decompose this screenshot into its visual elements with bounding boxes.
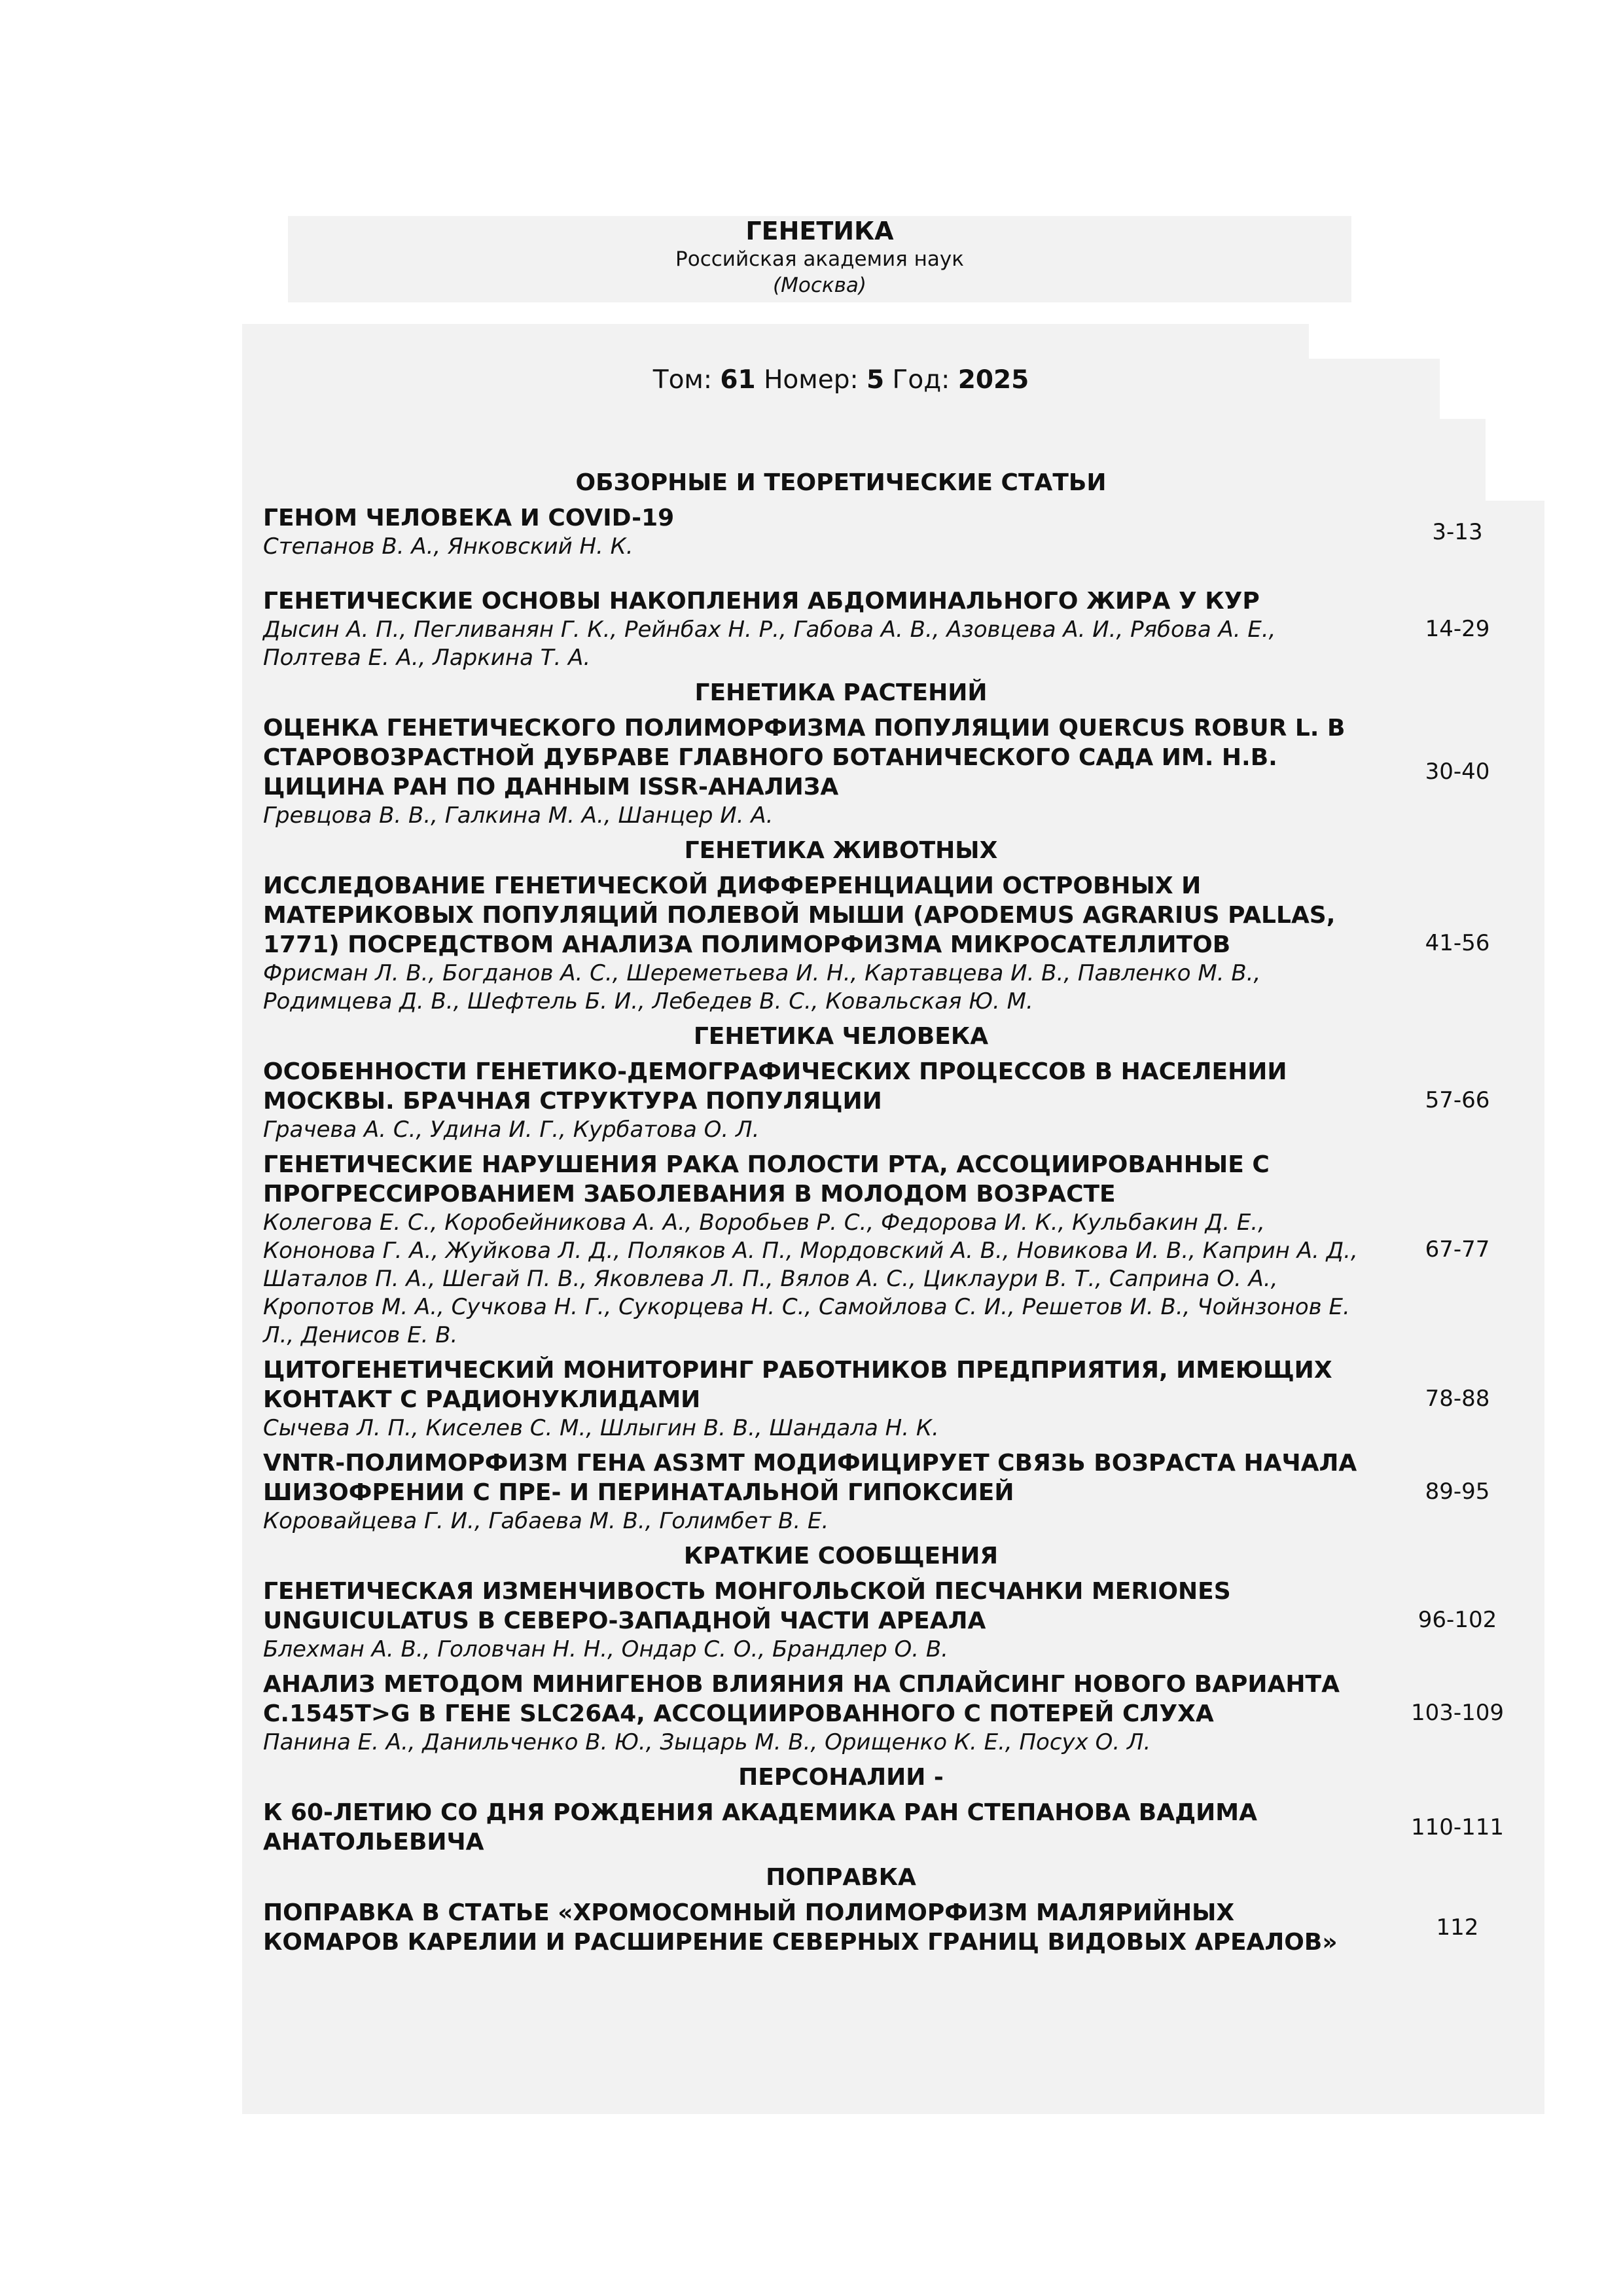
section-heading: ОБЗОРНЫЕ И ТЕОРЕТИЧЕСКИЕ СТАТЬИ: [575, 469, 1107, 496]
article-pages: 30-40: [1425, 758, 1490, 785]
article-title[interactable]: ГЕНОМ ЧЕЛОВЕКА И COVID-19: [263, 505, 675, 531]
article-title[interactable]: К 60-ЛЕТИЮ СО ДНЯ РОЖДЕНИЯ АКАДЕМИКА РАН СТЕПАНОВА ВАДИМА АНАТОЛЬЕВИЧА: [263, 1799, 1257, 1856]
article-title[interactable]: ГЕНЕТИЧЕСКИЕ ОСНОВЫ НАКОПЛЕНИЯ АБДОМИНАЛЬНОГО ЖИРА У КУР: [263, 588, 1260, 615]
article-body: [242, 1670, 1372, 1757]
article-body: [242, 1057, 1372, 1144]
article-authors: Коровайцева Г. И., Габаева М. В., Голимбет В. Е.: [263, 1508, 829, 1534]
volume-value: 61: [720, 365, 756, 395]
section-heading: ГЕНЕТИКА РАСТЕНИЙ: [694, 679, 988, 706]
article-title[interactable]: АНАЛИЗ МЕТОДОМ МИНИГЕНОВ ВЛИЯНИЯ НА СПЛАЙСИНГ НОВОГО ВАРИАНТА C.1545T>G В ГЕНЕ SLC26A4, АССОЦИИРОВАННОГО С ПОТЕРЕЙ СЛУХА: [263, 1671, 1340, 1727]
article-pages: 57-66: [1425, 1087, 1490, 1113]
article-pages: 78-88: [1425, 1386, 1490, 1412]
journal-publisher: Российская академия наук: [675, 247, 964, 271]
journal-title: ГЕНЕТИКА: [745, 217, 894, 245]
table-of-contents: [242, 468, 1544, 1963]
article-entry[interactable]: [242, 1898, 1544, 1957]
article-body: [242, 503, 1372, 561]
spacer: [242, 567, 1544, 586]
article-authors: Блехман А. В., Головчан Н. Н., Ондар С. О., Брандлер О. В.: [263, 1636, 948, 1662]
section-heading: ПЕРСОНАЛИИ -: [738, 1764, 944, 1791]
number-label: Номер:: [764, 365, 859, 395]
article-title[interactable]: VNTR-ПОЛИМОРФИЗМ ГЕНА AS3MT МОДИФИЦИРУЕТ СВЯЗЬ ВОЗРАСТА НАЧАЛА ШИЗОФРЕНИИ С ПРЕ- И ПЕРИНАТАЛЬНОЙ ГИПОКСИЕЙ: [263, 1450, 1357, 1506]
article-title[interactable]: ОСОБЕННОСТИ ГЕНЕТИКО-ДЕМОГРАФИЧЕСКИХ ПРОЦЕССОВ В НАСЕЛЕНИИ МОСКВЫ. БРАЧНАЯ СТРУКТУРА ПОПУЛЯЦИИ: [263, 1058, 1287, 1115]
article-authors: Сычева Л. П., Киселев С. М., Шлыгин В. В., Шандала Н. К.: [263, 1415, 939, 1441]
article-entry[interactable]: [242, 1057, 1544, 1144]
article-body: [242, 1355, 1372, 1443]
article-title[interactable]: ОЦЕНКА ГЕНЕТИЧЕСКОГО ПОЛИМОРФИЗМА ПОПУЛЯЦИИ QUERCUS ROBUR L. В СТАРОВОЗРАСТНОЙ ДУБРАВЕ ГЛАВНОГО БОТАНИЧЕСКОГО САДА ИМ. Н.В. ЦИЦИНА РАН ПО ДАННЫМ ISSR-АНАЛИЗА: [263, 715, 1346, 800]
article-entry[interactable]: [242, 1150, 1544, 1350]
issue-info: [242, 365, 1440, 396]
article-authors: Панина Е. А., Данильченко В. Ю., Зыцарь М. В., Орищенко К. Е., Посух О. Л.: [263, 1729, 1151, 1755]
article-entry[interactable]: [242, 713, 1544, 830]
article-entry[interactable]: [242, 1577, 1544, 1664]
article-body: [242, 1150, 1372, 1350]
year-label: Год:: [892, 365, 950, 395]
article-title[interactable]: ИССЛЕДОВАНИЕ ГЕНЕТИЧЕСКОЙ ДИФФЕРЕНЦИАЦИИ ОСТРОВНЫХ И МАТЕРИКОВЫХ ПОПУЛЯЦИЙ ПОЛЕВОЙ МЫШИ (APODEMUS AGRARIUS PALLAS, 1771) ПОСРЕДСТВОМ АНАЛИЗА ПОЛИМОРФИЗМА МИКРОСАТЕЛЛИТОВ: [263, 872, 1336, 958]
article-body: [242, 1798, 1372, 1857]
article-entry[interactable]: [242, 1798, 1544, 1857]
article-body: [242, 713, 1372, 830]
article-body: [242, 1577, 1372, 1664]
article-title[interactable]: ГЕНЕТИЧЕСКИЕ НАРУШЕНИЯ РАКА ПОЛОСТИ РТА, АССОЦИИРОВАННЫЕ С ПРОГРЕССИРОВАНИЕМ ЗАБОЛЕВАНИЯ В МОЛОДОМ ВОЗРАСТЕ: [263, 1151, 1270, 1208]
section-heading: ГЕНЕТИКА ЖИВОТНЫХ: [684, 837, 998, 864]
section-heading: КРАТКИЕ СООБЩЕНИЯ: [683, 1543, 999, 1570]
article-body: [242, 586, 1372, 672]
article-authors: Дысин А. П., Пегливанян Г. К., Рейнбах Н. Р., Габова А. В., Азовцева А. И., Рябова А. Е., Полтева Е. А., Ларкина Т. А.: [263, 617, 1276, 671]
article-pages: 67-77: [1425, 1236, 1490, 1263]
article-title[interactable]: ПОПРАВКА В СТАТЬЕ «ХРОМОСОМНЫЙ ПОЛИМОРФИЗМ МАЛЯРИЙНЫХ КОМАРОВ КАРЕЛИИ И РАСШИРЕНИЕ СЕВЕРНЫХ ГРАНИЦ ВИДОВЫХ АРЕАЛОВ»: [263, 1899, 1338, 1956]
journal-city: (Москва): [773, 274, 866, 297]
article-pages: 96-102: [1418, 1607, 1497, 1633]
article-entry[interactable]: [242, 586, 1544, 672]
article-authors: Гревцова В. В., Галкина М. А., Шанцер И. А.: [263, 802, 774, 829]
article-pages: 112: [1436, 1914, 1479, 1941]
journal-header: [288, 216, 1351, 298]
article-entry[interactable]: [242, 503, 1544, 561]
volume-label: Том:: [652, 365, 712, 395]
article-body: [242, 1448, 1372, 1535]
number-value: 5: [866, 365, 885, 395]
article-entry[interactable]: [242, 871, 1544, 1016]
article-entry[interactable]: [242, 1448, 1544, 1535]
article-authors: Фрисман Л. В., Богданов А. С., Шереметьева И. Н., Картавцева И. В., Павленко М. В., Родимцева Д. В., Шефтель Б. И., Лебедев В. С., Ковальская Ю. М.: [263, 960, 1261, 1014]
issue-background: [242, 324, 1309, 363]
article-authors: Грачева А. С., Удина И. Г., Курбатова О. Л.: [263, 1117, 760, 1143]
article-pages: 14-29: [1425, 616, 1490, 642]
article-entry[interactable]: [242, 1670, 1544, 1757]
article-authors: Степанов В. А., Янковский Н. К.: [263, 533, 633, 560]
article-body: [242, 1898, 1372, 1957]
section-heading: ГЕНЕТИКА ЧЕЛОВЕКА: [693, 1023, 989, 1050]
article-pages: 41-56: [1425, 930, 1490, 956]
article-pages: 3-13: [1432, 518, 1483, 545]
article-title[interactable]: ГЕНЕТИЧЕСКАЯ ИЗМЕНЧИВОСТЬ МОНГОЛЬСКОЙ ПЕСЧАНКИ MERIONES UNGUICULATUS В СЕВЕРО-ЗАПАДНОЙ ЧАСТИ АРЕАЛА: [263, 1578, 1231, 1634]
article-pages: 89-95: [1425, 1479, 1490, 1505]
article-pages: 110-111: [1410, 1814, 1505, 1840]
article-body: [242, 871, 1372, 1016]
article-title[interactable]: ЦИТОГЕНЕТИЧЕСКИЙ МОНИТОРИНГ РАБОТНИКОВ ПРЕДПРИЯТИЯ, ИМЕЮЩИХ КОНТАКТ С РАДИОНУКЛИДАМИ: [263, 1357, 1332, 1413]
section-heading: ПОПРАВКА: [766, 1864, 916, 1891]
article-entry[interactable]: [242, 1355, 1544, 1443]
article-pages: 103-109: [1410, 1700, 1505, 1726]
article-authors: Колегова Е. С., Коробейникова А. А., Воробьев Р. С., Федорова И. К., Кульбакин Д. Е., Кононова Г. А., Жуйкова Л. Д., Поляков А. П., Мордовский А. В., Новикова И. В., Каприн А. Д., Шаталов П. А., Шегай П. В., Яковлева Л. П., Вялов А. С., Циклаури В. Т., Саприна О. А., Кропотов М. А., Сучкова Н. Г., Сукорцева Н. С., Самойлова С. И., Решетов И. В., Чойнзонов Е. Л., Денисов Е. В.: [263, 1210, 1358, 1348]
year-value: 2025: [957, 365, 1029, 395]
